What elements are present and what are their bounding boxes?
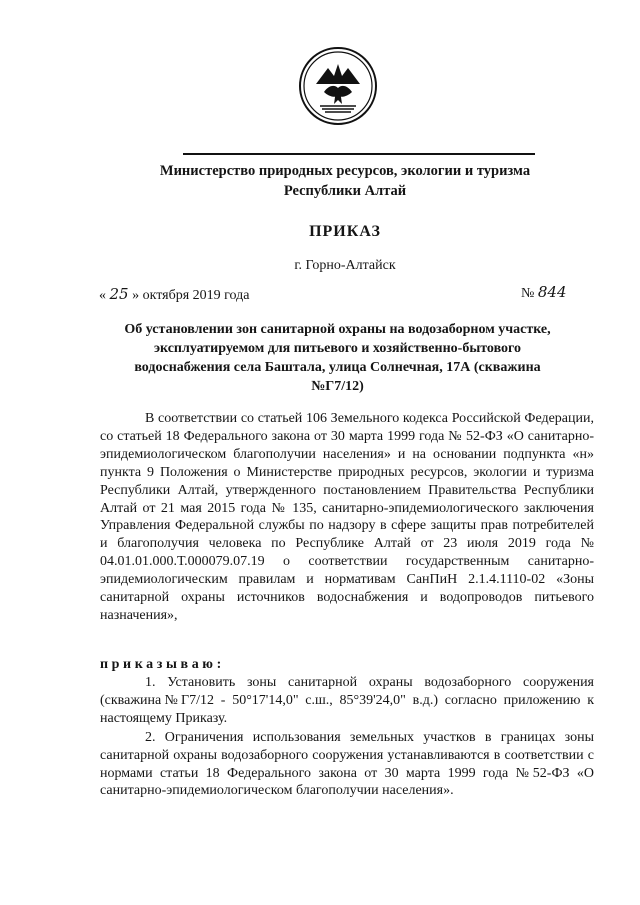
date-day-handwritten: 25: [109, 285, 129, 303]
order-title: Об установлении зон санитарной охраны на водозаборном участке, эксплуатируемом для питьевого и хозяйственно-бытового водоснабжения села Баштала, улица Солнечная, 17А (скважина №Г7/12): [124, 322, 551, 394]
coat-of-arms-icon: [298, 46, 378, 126]
number-prefix: №: [521, 286, 535, 301]
preamble-block: [100, 410, 594, 625]
header-divider: [183, 153, 535, 155]
order-item-1: 1. Установить зоны санитарной охраны водозаборного сооружения (скважина№Г7/12 - 50°17'14,0" с.ш., 85°39'24,0" в.д.) согласно приложению к настоящему Приказу.: [100, 675, 594, 726]
order-items: [100, 674, 594, 800]
date-quote-open: «: [99, 288, 106, 303]
number-handwritten: 844: [537, 283, 567, 301]
order-item-2: 2. Ограничения использования земельных участков в границах зоны санитарной охраны водозаборного сооружения устанавливаются в соответствии с нормами статьи 18 Федерального закона от 30 марта 1999 года №52-ФЗ «О санитарно-эпидемиологическом благополучии населения».: [100, 729, 594, 799]
order-word: приказываю:: [100, 657, 225, 672]
order-number: [521, 283, 567, 302]
ministry-name: Министерство природных ресурсов, экологии и туризма Республики Алтай: [159, 163, 531, 199]
issue-date: [99, 285, 249, 304]
preamble-paragraph: В соответствии со статьей 106 Земельного кодекса Российской Федерации, со статьей 18 Федерального закона от 30 марта 1999 года № 52-ФЗ «О санитарно-эпидемиологическом благополучии населения» и на основании подпункта «н» пункта 9 Положения о Министерстве природных ресурсов, экологии и туризма Республики Алтай, утвержденного постановлением Правительства Республики Алтай от 21 мая 2015 года № 135, санитарно-эпидемиологического заключения Управления Федеральной службы по надзору в сфере защиты прав потребителей и благополучия человека по Республике Алтай от 23 июля 2019 года № 04.01.01.000.Т.000079.07.19 о соответствии государственным санитарно-эпидемиологическим правилам и нормативам СанПиН 2.1.4.1110-02 «Зоны санитарной охраны источников водоснабжения и водопроводов питьевого назначения»,: [100, 411, 594, 623]
date-month-year: » октября 2019 года: [132, 288, 250, 303]
document-type: ПРИКАЗ: [309, 223, 381, 240]
issue-city: г. Горно-Алтайск: [294, 258, 396, 273]
